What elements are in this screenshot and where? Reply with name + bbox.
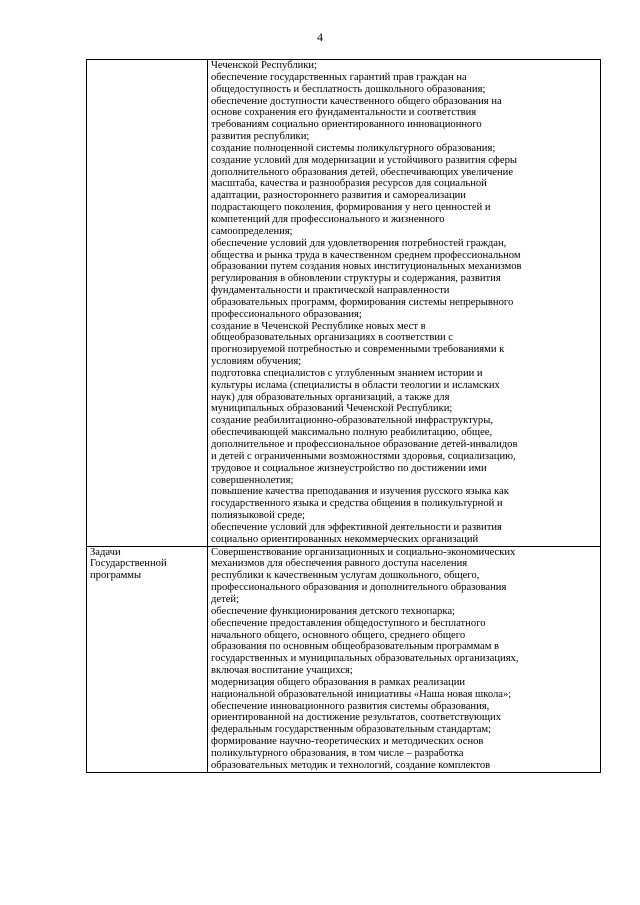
text-line: развития республики; xyxy=(211,131,310,143)
text-line: включая воспитание учащихся; xyxy=(211,665,353,677)
text-line: ориентированной на достижение результатов, соответствующих xyxy=(211,712,501,724)
text-line: обеспечение предоставления общедоступного и бесплатного xyxy=(211,617,486,629)
text-line: создание в Чеченской Республике новых мест в xyxy=(211,320,426,332)
text-line: Чеченской Республики; xyxy=(211,60,318,71)
text-line: республики к качественным услугам дошкольного, общего, xyxy=(211,570,480,582)
text-line: подрастающего поколения, формирования у него ценностей и xyxy=(211,202,491,214)
row-label-cell xyxy=(87,60,208,547)
text-line: совершеннолетия; xyxy=(211,474,294,486)
text-line: и детей с ограниченными возможностями здоровья, социализацию, xyxy=(211,450,516,462)
text-line: начального общего, основного общего, среднего общего xyxy=(211,629,466,641)
text-line: муниципальных образований Чеченской Республики; xyxy=(211,403,453,415)
text-line: основе сохранения его фундаментальности и соответствия xyxy=(211,107,477,119)
text-line: создание реабилитационно-образовательной инфраструктуры, xyxy=(211,415,493,427)
text-line: подготовка специалистов с углубленным знанием истории и xyxy=(211,367,483,379)
text-line: образовательных программ, формирования системы непрерывного xyxy=(211,296,514,308)
text-line: обеспечение условий для удовлетворения потребностей граждан, xyxy=(211,237,507,249)
row-label-line: Государственной xyxy=(90,558,167,570)
text-line: трудовое и социальное жизнеустройство по достижении ими xyxy=(211,462,487,474)
row-label-cell xyxy=(87,546,208,772)
text-line: обеспечение условий для эффективной деятельности и развития xyxy=(211,521,502,533)
text-line: культуры ислама (специалисты в области теологии и исламских xyxy=(211,379,500,391)
text-line: национальной образовательной инициативы «Наша новая школа»; xyxy=(211,688,512,700)
text-line: наук) для образовательных организаций, а также для xyxy=(211,391,450,403)
text-line: профессионального образования; xyxy=(211,308,362,320)
text-line: общедоступность и бесплатность дошкольного образования; xyxy=(211,83,486,95)
text-line: дополнительного образования детей, обеспечивающих увеличение xyxy=(211,166,514,178)
text-line: образования по основным общеобразовательным программам в xyxy=(211,641,500,653)
text-line: требованиям социально ориентированного инновационного xyxy=(211,119,482,131)
text-line: поликультурного образования, в том числе – разработка xyxy=(211,747,464,759)
text-line: масштаба, качества и разнообразия ресурсов для социальной xyxy=(211,178,487,190)
text-line: детей; xyxy=(211,593,240,605)
text-line: фундаментальности и практической направленности xyxy=(211,285,450,297)
row-content-cell xyxy=(208,60,601,547)
text-line: самоопределения; xyxy=(211,225,293,237)
text-line: государственных и муниципальных образовательных организациях, xyxy=(211,653,519,665)
text-line: условиям обучения; xyxy=(211,356,302,368)
text-line: обеспечение доступности качественного общего образования на xyxy=(211,95,502,107)
text-line: компетенций для профессионального и жизненного xyxy=(211,213,445,225)
text-line: регулирования в обновлении структуры и содержания, развития xyxy=(211,273,501,285)
text-line: создание полноценной системы поликультурного образования; xyxy=(211,142,496,154)
text-line: Совершенствование организационных и социально-экономических xyxy=(211,546,516,558)
text-line: формирование научно-теоретических и методических основ xyxy=(211,736,484,748)
text-line: общеобразовательных организациях в соответствии с xyxy=(211,332,454,344)
table-row xyxy=(87,60,601,547)
row-content-cell xyxy=(208,546,601,772)
page-number: 4 xyxy=(317,30,323,44)
text-line: обеспечение функционирования детского технопарка; xyxy=(211,605,455,617)
text-line: социально ориентированных некоммерческих организаций xyxy=(211,533,479,545)
text-line: прогнозируемой потребностью и современными требованиями к xyxy=(211,344,505,356)
text-line: механизмов для обеспечения равного доступа населения xyxy=(211,558,468,570)
text-line: обеспечивающей максимально полную реабилитацию, общее, xyxy=(211,427,493,439)
text-line: модернизация общего образования в рамках реализации xyxy=(211,676,466,688)
text-line: полиязыковой среде; xyxy=(211,510,306,522)
text-line: дополнительное и профессиональное образование детей-инвалидов xyxy=(211,439,518,450)
text-line: федеральным государственным образовательным стандартам; xyxy=(211,724,492,736)
text-line: адаптации, разностороннего развития и самореализации xyxy=(211,190,466,202)
table-row xyxy=(87,546,601,772)
text-line: общества и рынка труда в качественном среднем профессиональном xyxy=(211,249,521,261)
text-line: государственного языка и средства общения в поликультурной и xyxy=(211,498,503,510)
text-line: обеспечение государственных гарантий прав граждан на xyxy=(211,71,467,83)
text-line: образовательных методик и технологий, создание комплектов xyxy=(211,759,491,771)
text-line: образовании путем создания новых институциональных механизмов xyxy=(211,261,522,273)
text-line: повышение качества преподавания и изучения русского языка как xyxy=(211,486,509,498)
text-line: обеспечение инновационного развития системы образования, xyxy=(211,700,490,712)
row-label-line: Задачи xyxy=(90,546,121,558)
text-line: профессионального образования и дополнительного образования xyxy=(211,582,507,594)
text-line: создание условий для модернизации и устойчивого развития сферы xyxy=(211,154,518,166)
program-passport-table xyxy=(86,59,601,773)
row-label-line: программы xyxy=(90,570,142,582)
